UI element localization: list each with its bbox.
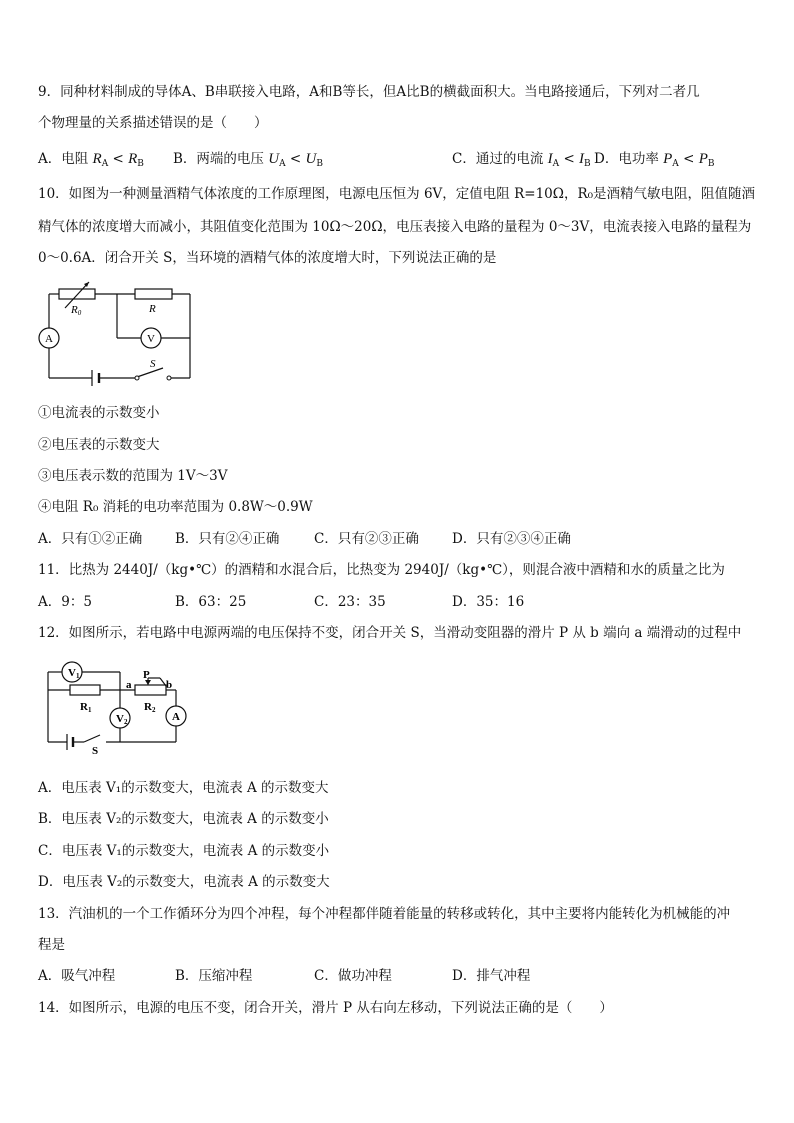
ammeter-label: A <box>172 711 180 723</box>
q9-option-d: D．电功率 $P_A < P_B$ <box>594 151 715 169</box>
q11-option-b: B．63：25 <box>175 594 247 610</box>
r-label: R <box>149 303 156 315</box>
q12-circuit-diagram <box>40 658 200 758</box>
q13-option-d: D．排气冲程 <box>452 968 531 984</box>
r0-label: R0 <box>71 304 82 317</box>
q9-option-b: B．两端的电压 $U_A < U_B$ <box>173 151 323 169</box>
switch-contact-left <box>135 376 139 380</box>
r2-label: R2 <box>144 701 156 714</box>
switch-label: S <box>150 358 156 370</box>
q11-option-d: D．35：16 <box>452 594 525 610</box>
q10-statement-3: ③电压表示数的范围为 1V～3V <box>38 468 228 484</box>
q10-stem-line1: 10．如图为一种测量酒精气体浓度的工作原理图，电源电压恒为 6V，定值电阻 R=10Ω，R₀是酒精气敏电阻，阻值随酒 <box>38 186 756 202</box>
q12-option-a: A．电压表 V₁的示数变大，电流表 A 的示数变大 <box>38 780 329 796</box>
switch-label: S <box>92 745 99 757</box>
q12-option-d: D．电压表 V₂的示数变大，电流表 A 的示数变大 <box>38 874 330 890</box>
r2-resistor <box>135 685 166 695</box>
ammeter-label: A <box>45 333 53 345</box>
v2-label: V2 <box>116 713 128 726</box>
q13-stem-line2: 程是 <box>38 937 65 953</box>
q12-option-c: C．电压表 V₁的示数变大，电流表 A 的示数变小 <box>38 843 330 859</box>
r1-resistor <box>70 685 100 695</box>
q9-option-c: C．通过的电流 $I_A < I_B$ <box>452 151 591 169</box>
q9-stem-line1: 9．同种材料制成的导体A、B串联接入电路，A和B等长，但A比B的横截面积大。当电路接通后，下列对二者几 <box>38 84 700 100</box>
q12-option-b: B．电压表 V₂的示数变大，电流表 A 的示数变小 <box>38 811 329 827</box>
q13-option-b: B．压缩冲程 <box>175 968 253 984</box>
q10-option-a: A．只有①②正确 <box>38 531 143 547</box>
switch-contact-right <box>167 376 171 380</box>
q11-option-a: A．9：5 <box>38 594 92 610</box>
q10-statement-4: ④电阻 R₀ 消耗的电功率范围为 0.8W～0.9W <box>38 499 313 515</box>
q11-stem: 11．比热为 2440J/（kg•℃）的酒精和水混合后，比热变为 2940J/（kg•℃），则混合液中酒精和水的质量之比为 <box>38 562 725 578</box>
q9-option-a: A．电阻 $R_A < R_B$ <box>38 151 144 169</box>
q14-stem: 14．如图所示，电源的电压不变，闭合开关，滑片 P 从右向左移动，下列说法正确的是（ ） <box>38 1000 613 1016</box>
q10-statement-2: ②电压表的示数变大 <box>38 437 160 453</box>
terminal-b-label: b <box>166 679 173 691</box>
q13-option-c: C．做功冲程 <box>314 968 392 984</box>
q10-statement-1: ①电流表的示数变小 <box>38 405 160 421</box>
q10-stem-line3: 0～0.6A．闭合开关 S，当环境的酒精气体的浓度增大时，下列说法正确的是 <box>38 250 497 266</box>
v1-label: V1 <box>68 667 80 680</box>
q10-option-c: C．只有②③正确 <box>314 531 419 547</box>
r-resistor <box>135 289 172 299</box>
q12-stem: 12．如图所示，若电路中电源两端的电压保持不变，闭合开关 S，当滑动变阻器的滑片 P 从 b 端向 a 端滑动的过程中 <box>38 625 742 641</box>
terminal-a-label: a <box>126 679 132 691</box>
slider-p-label: P <box>143 669 150 681</box>
q13-stem-line1: 13．汽油机的一个工作循环分为四个冲程，每个冲程都伴随着能量的转移或转化，其中主要将内能转化为机械能的冲 <box>38 906 731 922</box>
q13-option-a: A．吸气冲程 <box>38 968 116 984</box>
q11-option-c: C．23：35 <box>314 594 386 610</box>
q9-stem-line2: 个物理量的关系描述错误的是（ ） <box>38 115 268 131</box>
voltmeter-label: V <box>147 333 155 345</box>
r0-resistor <box>59 289 95 299</box>
q10-option-d: D．只有②③④正确 <box>452 531 571 547</box>
r1-label: R1 <box>80 701 92 714</box>
q10-option-b: B．只有②④正确 <box>175 531 280 547</box>
q10-stem-line2: 精气体的浓度增大而减小，其阻值变化范围为 10Ω～20Ω，电压表接入电路的量程为 0～3V，电流表接入电路的量程为 <box>38 219 752 235</box>
q10-circuit-diagram <box>35 280 200 390</box>
